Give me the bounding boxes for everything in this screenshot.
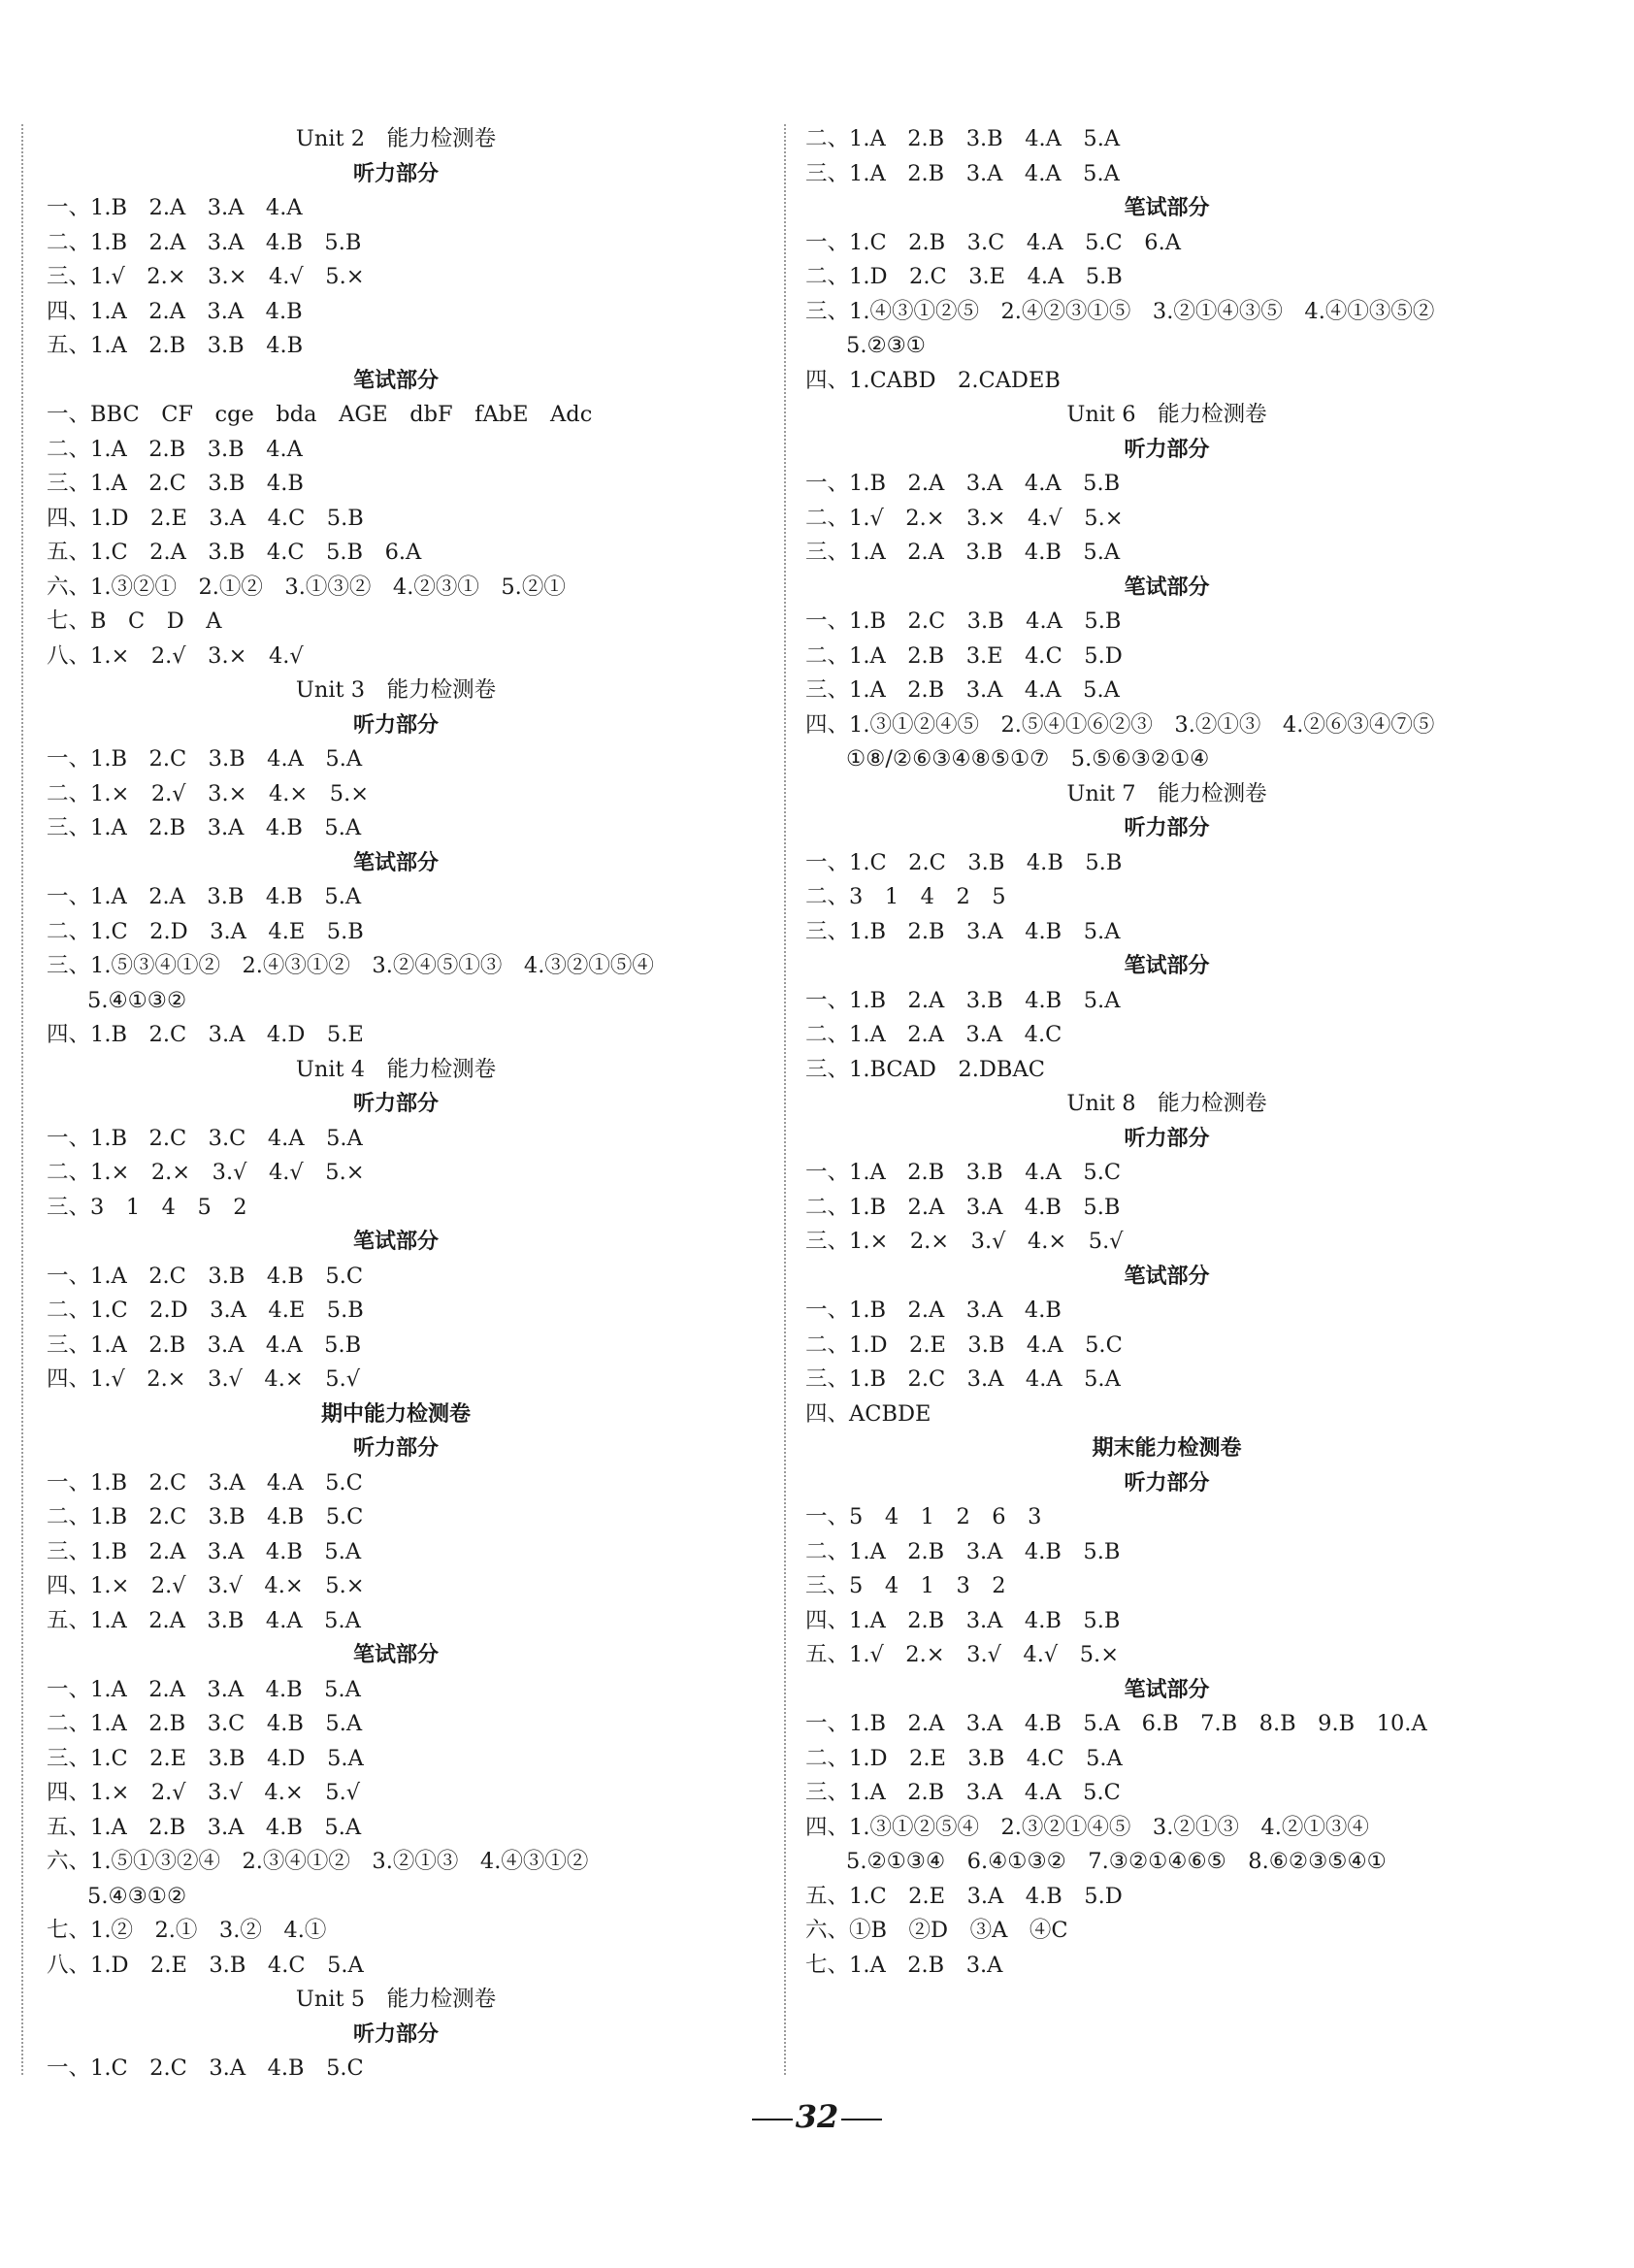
section-heading: 听力部分 (1124, 437, 1210, 462)
unit-title: Unit 6 能力检测卷 (1066, 402, 1267, 427)
section-heading: 听力部分 (352, 161, 439, 186)
page-number-text: 32 (795, 2098, 839, 2135)
answer-line: 二、1.A 2.B 3.B 4.A 5.A (805, 126, 1121, 151)
answer-line: 二、1.B 2.C 3.B 4.B 5.C (47, 1504, 364, 1529)
answer-line: 三、3 1 4 5 2 (47, 1194, 247, 1220)
answer-line: 一、1.C 2.C 3.A 4.B 5.C (47, 2055, 364, 2081)
answer-line: 一、1.B 2.C 3.C 4.A 5.A (47, 1125, 363, 1151)
answer-line: 一、1.B 2.A 3.A 4.B (805, 1298, 1062, 1323)
answer-line: 二、3 1 4 2 5 (805, 884, 1006, 909)
unit-title: Unit 5 能力检测卷 (295, 1987, 497, 2012)
answer-line: 六、1.⑤①③②④ 2.③④①② 3.②①③ 4.④③①② (47, 1849, 589, 1874)
answer-line: 二、1.× 2.√ 3.× 4.× 5.× (47, 780, 370, 806)
answer-line: 三、1.④③①②⑤ 2.④②③①⑤ 3.②①④③⑤ 4.④①③⑤② (805, 298, 1435, 324)
answer-line: 二、1.√ 2.× 3.× 4.√ 5.× (805, 505, 1124, 531)
answer-line: 三、1.A 2.B 3.A 4.A 5.A (805, 677, 1120, 703)
answer-line: 四、1.③①②⑤④ 2.③②①④⑤ 3.②①③ 4.②①③④ (805, 1814, 1369, 1840)
answer-line: 一、1.B 2.A 3.B 4.B 5.A (805, 987, 1121, 1013)
answer-line: 二、1.D 2.E 3.B 4.A 5.C (805, 1331, 1123, 1358)
answer-line: 一、1.B 2.A 3.A 4.B 5.A 6.B 7.B 8.B 9.B 10.A (805, 1711, 1427, 1736)
section-heading: 听力部分 (1124, 816, 1210, 840)
answer-line: 三、1.BCAD 2.DBAC (805, 1056, 1045, 1082)
answer-line: 三、5 4 1 3 2 (805, 1573, 1006, 1598)
section-heading: 笔试部分 (352, 1230, 439, 1254)
answer-line: 三、1.B 2.B 3.A 4.B 5.A (805, 918, 1121, 944)
answer-line: 二、1.D 2.C 3.E 4.A 5.B (805, 264, 1123, 289)
answer-line: 四、1.B 2.C 3.A 4.D 5.E (47, 1022, 364, 1047)
answer-line: 五、1.A 2.B 3.A 4.B 5.A (47, 1814, 362, 1840)
answer-line: 五、1.A 2.A 3.B 4.A 5.A (47, 1607, 361, 1633)
answer-line: 三、1.A 2.A 3.B 4.B 5.A (805, 540, 1121, 565)
section-heading: 期中能力检测卷 (320, 1401, 471, 1427)
answer-line: 七、1.② 2.① 3.② 4.① (47, 1918, 327, 1943)
answer-line: 二、1.C 2.D 3.A 4.E 5.B (47, 1298, 364, 1323)
section-heading: 听力部分 (352, 712, 439, 738)
right-answer-column (805, 122, 1528, 1983)
answer-line: 三、1.A 2.B 3.A 4.A 5.C (805, 1780, 1121, 1805)
answer-line: 六、1.③②① 2.①② 3.①③② 4.②③① 5.②① (47, 574, 566, 600)
answer-line: 一、BBC CF cge bda AGE dbF fAbE Adc (47, 402, 593, 427)
answer-line: 三、1.√ 2.× 3.× 4.√ 5.× (47, 264, 365, 289)
answer-line: 一、1.B 2.A 3.A 4.A 5.B (805, 471, 1121, 496)
answer-continuation: 5.②①③④ 6.④①③② 7.③②①④⑥⑤ 8.⑥②③⑤④① (846, 1849, 1387, 1874)
answer-line: 一、1.B 2.C 3.B 4.A 5.A (47, 746, 363, 772)
section-heading: 听力部分 (1124, 1126, 1210, 1151)
answer-line: 二、1.× 2.× 3.√ 4.√ 5.× (47, 1160, 365, 1185)
answer-line: 七、B C D A (47, 608, 222, 634)
section-heading: 听力部分 (1124, 1470, 1210, 1496)
answer-line: 三、1.A 2.B 3.A 4.B 5.A (47, 815, 362, 840)
answer-line: 六、①B ②D ③A ④C (805, 1918, 1068, 1943)
unit-title: Unit 2 能力检测卷 (295, 126, 497, 151)
answer-line: 五、1.A 2.B 3.B 4.B (47, 333, 304, 358)
answer-line: 四、1.× 2.√ 3.√ 4.× 5.√ (47, 1780, 361, 1805)
section-heading: 笔试部分 (1124, 954, 1210, 978)
section-heading: 笔试部分 (1124, 575, 1210, 600)
answer-line: 四、1.③①②④⑤ 2.⑤④①⑥②③ 3.②①③ 4.②⑥③④⑦⑤ (805, 711, 1435, 738)
answer-line: 八、1.D 2.E 3.B 4.C 5.A (47, 1952, 364, 1978)
answer-line: 三、1.B 2.A 3.A 4.B 5.A (47, 1538, 362, 1564)
answer-line: 二、1.A 2.B 3.A 4.B 5.B (805, 1538, 1121, 1564)
answer-line: 三、1.B 2.C 3.A 4.A 5.A (805, 1366, 1121, 1392)
section-heading: 笔试部分 (1124, 196, 1210, 220)
section-heading: 听力部分 (352, 2021, 439, 2047)
page-number (0, 2098, 1634, 2135)
answer-line: 一、1.C 2.B 3.C 4.A 5.C 6.A (805, 229, 1181, 255)
section-heading: 听力部分 (352, 1092, 439, 1116)
unit-title: Unit 3 能力检测卷 (295, 677, 497, 703)
answer-line: 四、1.√ 2.× 3.√ 4.× 5.√ (47, 1366, 361, 1392)
answer-line: 五、1.C 2.E 3.A 4.B 5.D (805, 1883, 1123, 1909)
section-heading: 期末能力检测卷 (1092, 1436, 1242, 1461)
answer-line: 二、1.B 2.A 3.A 4.B 5.B (805, 1194, 1121, 1220)
answer-line: 四、1.A 2.A 3.A 4.B (47, 298, 303, 324)
answer-line: 七、1.A 2.B 3.A (805, 1952, 1003, 1978)
answer-line: 二、1.A 2.B 3.B 4.A (47, 436, 303, 462)
answer-line: 三、1.A 2.B 3.A 4.A 5.A (805, 160, 1120, 186)
answer-line: 二、1.D 2.E 3.B 4.C 5.A (805, 1745, 1123, 1771)
section-heading: 听力部分 (352, 1436, 439, 1461)
answer-line: 一、1.B 2.C 3.A 4.A 5.C (47, 1469, 363, 1496)
answer-line: 二、1.A 2.B 3.E 4.C 5.D (805, 642, 1123, 669)
answer-line: 二、1.A 2.B 3.C 4.B 5.A (47, 1711, 363, 1736)
left-margin-divider (21, 124, 23, 2075)
answer-line: 一、1.A 2.A 3.A 4.B 5.A (47, 1676, 361, 1702)
section-heading: 笔试部分 (352, 368, 439, 393)
section-heading: 笔试部分 (352, 850, 439, 875)
answer-line: 一、5 4 1 2 6 3 (805, 1504, 1042, 1529)
answer-line: 四、1.CABD 2.CADEB (805, 367, 1061, 393)
answer-line: 一、1.A 2.B 3.B 4.A 5.C (805, 1160, 1122, 1185)
answer-line: 三、1.⑤③④①② 2.④③①② 3.②④⑤①③ 4.③②①⑤④ (47, 953, 654, 978)
answer-line: 四、1.A 2.B 3.A 4.B 5.B (805, 1607, 1121, 1633)
answer-line: 八、1.× 2.√ 3.× 4.√ (47, 642, 304, 669)
answer-line: 四、ACBDE (805, 1400, 931, 1427)
column-divider (784, 124, 786, 2075)
answer-line: 三、1.× 2.× 3.√ 4.× 5.√ (805, 1229, 1124, 1254)
answer-line: 一、1.A 2.A 3.B 4.B 5.A (47, 884, 362, 909)
section-heading: 笔试部分 (352, 1643, 439, 1667)
answer-line: 一、1.A 2.C 3.B 4.B 5.C (47, 1263, 364, 1289)
answer-line: 二、1.B 2.A 3.A 4.B 5.B (47, 229, 362, 255)
answer-line: 二、1.C 2.D 3.A 4.E 5.B (47, 918, 364, 944)
answer-line: 一、1.C 2.C 3.B 4.B 5.B (805, 849, 1123, 875)
answer-line: 五、1.√ 2.× 3.√ 4.√ 5.× (805, 1642, 1120, 1667)
answer-continuation: 5.④③①② (87, 1883, 187, 1909)
answer-line: 五、1.C 2.A 3.B 4.C 5.B 6.A (47, 540, 422, 565)
answer-continuation: ①⑧/②⑥③④⑧⑤①⑦ 5.⑤⑥③②①④ (846, 746, 1210, 772)
answer-line: 四、1.D 2.E 3.A 4.C 5.B (47, 505, 364, 531)
unit-title: Unit 8 能力检测卷 (1066, 1091, 1267, 1116)
answer-line: 一、1.B 2.A 3.A 4.A (47, 195, 303, 220)
unit-title: Unit 4 能力检测卷 (295, 1056, 497, 1082)
section-heading: 笔试部分 (1124, 1264, 1210, 1289)
answer-line: 四、1.× 2.√ 3.√ 4.× 5.× (47, 1573, 365, 1598)
answer-continuation: 5.④①③② (87, 987, 187, 1013)
answer-line: 三、1.C 2.E 3.B 4.D 5.A (47, 1745, 364, 1771)
answer-line: 三、1.A 2.C 3.B 4.B (47, 471, 304, 496)
section-heading: 笔试部分 (1124, 1677, 1210, 1702)
unit-title: Unit 7 能力检测卷 (1066, 780, 1267, 806)
answer-line: 三、1.A 2.B 3.A 4.A 5.B (47, 1331, 362, 1358)
answer-line: 二、1.A 2.A 3.A 4.C (805, 1022, 1062, 1047)
answer-continuation: 5.②③① (846, 333, 926, 358)
answer-line: 一、1.B 2.C 3.B 4.A 5.B (805, 608, 1122, 634)
left-answer-column (47, 122, 745, 2087)
